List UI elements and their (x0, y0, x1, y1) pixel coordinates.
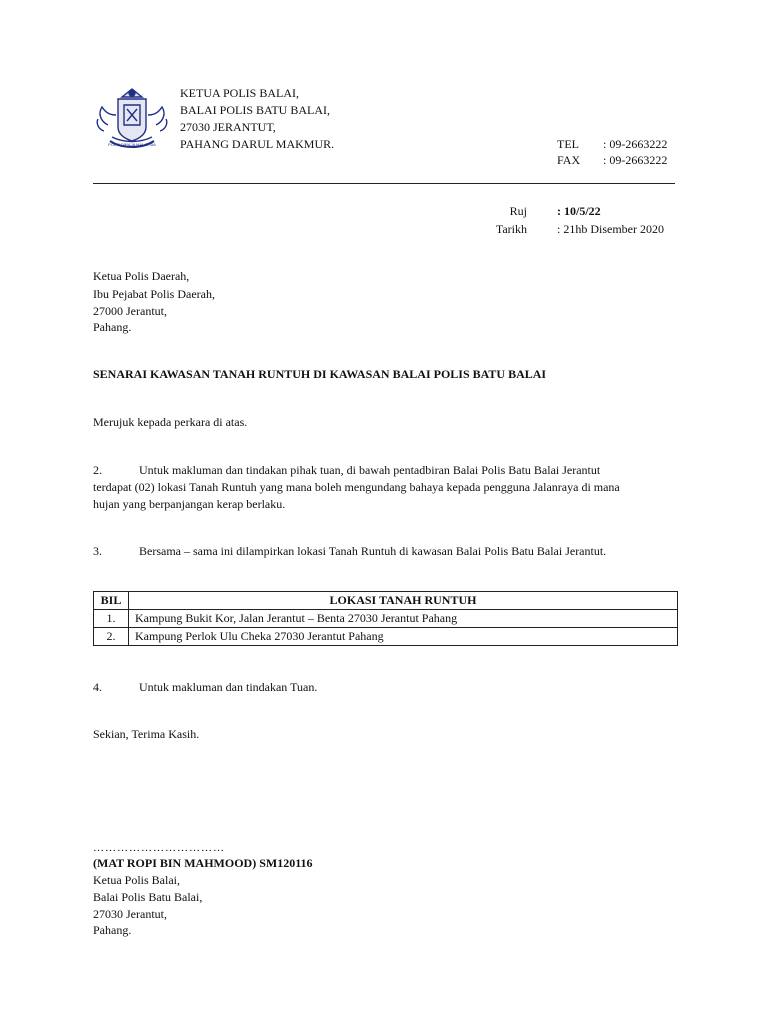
signatory-line-3: 27030 Jerantut, (93, 907, 167, 921)
table-header-row (94, 592, 678, 610)
paragraph-3-text: Bersama – sama ini dilampirkan lokasi Tanah Runtuh di kawasan Balai Polis Batu Balai Jerantut. (139, 544, 607, 558)
sender-address-line-1: KETUA POLIS BALAI, (180, 86, 299, 100)
letter-subject: SENARAI KAWASAN TANAH RUNTUH DI KAWASAN BALAI POLIS BATU BALAI (93, 367, 547, 381)
signatory-line-4: Pahang. (93, 923, 132, 937)
sender-address-line-3: 27030 JERANTUT, (180, 120, 276, 134)
signature-line: …………………………… (93, 842, 225, 854)
sender-address-line-2: BALAI POLIS BATU BALAI, (180, 103, 330, 117)
ruj-value: : 10/5/22 (557, 204, 601, 218)
crest-text: POLIS DIRAJA MALAYSIA (108, 142, 156, 147)
sender-address-line-4: PAHANG DARUL MAKMUR. (180, 137, 335, 151)
fax-label: FAX (557, 153, 581, 167)
ruj-label: Ruj (509, 204, 527, 218)
table-row (94, 610, 678, 628)
paragraph-4 (93, 679, 673, 696)
recipient-line-1: Ketua Polis Daerah, (93, 269, 190, 283)
tel-row (557, 136, 668, 153)
table-cell-bil: 2. (94, 628, 129, 646)
column-header-lokasi: LOKASI TANAH RUNTUH (129, 592, 678, 610)
landslide-location-table (93, 591, 678, 646)
paragraph-4-number: 4. (93, 680, 102, 694)
closing-remark: Sekian, Terima Kasih. (93, 727, 200, 741)
tarikh-value: : 21hb Disember 2020 (557, 222, 664, 236)
paragraph-1: Merujuk kepada perkara di atas. (93, 415, 248, 429)
table-cell-bil: 1. (94, 610, 129, 628)
header-divider (93, 183, 675, 184)
fax-value: : 09-2663222 (603, 153, 668, 167)
signatory-name: (MAT ROPI BIN MAHMOOD) SM120116 (93, 856, 313, 870)
recipient-line-3: 27000 Jerantut, (93, 304, 167, 318)
recipient-line-4: Pahang. (93, 320, 132, 334)
tel-value: : 09-2663222 (603, 137, 668, 151)
recipient-line-2: Ibu Pejabat Polis Daerah, (93, 287, 215, 301)
paragraph-2-number: 2. (93, 463, 102, 477)
fax-row (557, 152, 668, 169)
column-header-bil: BIL (94, 592, 129, 610)
table-cell-lokasi: Kampung Bukit Kor, Jalan Jerantut – Benta 27030 Jerantut Pahang (129, 610, 678, 628)
paragraph-3 (93, 543, 673, 560)
paragraph-2-line-3: hujan yang berpanjangan kerap berlaku. (93, 497, 286, 511)
tel-label: TEL (557, 137, 579, 151)
tarikh-label: Tarikh (495, 222, 527, 236)
table-cell-lokasi: Kampung Perlok Ulu Cheka 27030 Jerantut Pahang (129, 628, 678, 646)
signatory-line-1: Ketua Polis Balai, (93, 873, 180, 887)
paragraph-4-text: Untuk makluman dan tindakan Tuan. (139, 680, 318, 694)
signatory-line-2: Balai Polis Batu Balai, (93, 890, 203, 904)
paragraph-3-number: 3. (93, 544, 102, 558)
paragraph-2-first-line: Untuk makluman dan tindakan pihak tuan, di bawah pentadbiran Balai Polis Batu Balai Jerantut (139, 463, 601, 477)
police-crest-logo (94, 85, 170, 153)
table-row (94, 628, 678, 646)
paragraph-2-line-2: terdapat (02) lokasi Tanah Runtuh yang mana boleh mengundang bahaya kepada pengguna Jalanraya di mana (93, 480, 620, 494)
paragraph-2 (93, 462, 673, 513)
